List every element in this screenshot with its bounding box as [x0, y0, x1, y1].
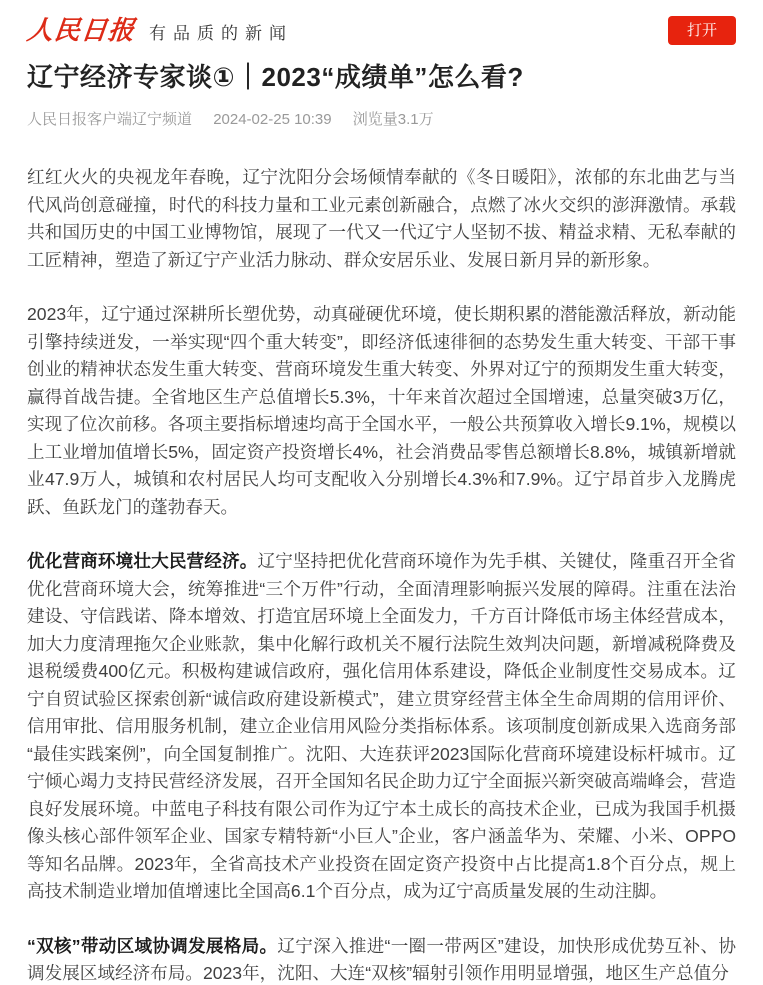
paragraph-text: 2023年，辽宁通过深耕所长塑优势，动真碰硬优环境，使长期积累的潜能激活释放，新动能引擎持续迸发，一举实现“四个重大转变”，即经济低速徘徊的态势发生重大转变、干部干事创业的精神状态发生重大转变、营商环境发生重大转变、外界对辽宁的预期发生重大转变，赢得首战告捷。全省地区生产总值增长5.3%，十年来首次超过全国增速，总量突破3万亿，实现了位次前移。各项主要指标增速均高于全国水平，一般公共预算收入增长9.1%，规模以上工业增加值增长5%，固定资产投资增长4%，社会消费品零售总额增长8.8%，城镇新增就业47.9万人，城镇和农村居民人均可支配收入分别增长4.3%和7.9%。辽宁昂首步入龙腾虎跃、鱼跃龙门的蓬勃春天。	[27, 304, 736, 517]
paragraph-text: 辽宁坚持把优化营商环境作为先手棋、关键仗，隆重召开全省优化营商环境大会，统筹推进“三个万件”行动，全面清理影响振兴发展的障碍。注重在法治建设、守信践诺、降本增效、打造宜居环境上全面发力，千方百计降低市场主体经营成本，加大力度清理拖欠企业账款，集中化解行政机关不履行法院生效判决问题，新增减税降费及退税缓费400亿元。积极构建诚信政府，强化信用体系建设，降低企业制度性交易成本。辽宁自贸试验区探索创新“诚信政府建设新模式”，建立贯穿经营主体全生命周期的信用评价、信用审批、信用服务机制，建立企业信用风险分类指标体系。该项制度创新成果入选商务部“最佳实践案例”，向全国复制推广。沈阳、大连获评2023国际化营商环境建设标杆城市。辽宁倾心竭力支持民营经济发展，召开全国知名民企助力辽宁全面振兴新突破高端峰会，营造良好发展环境。中蓝电子科技有限公司作为辽宁本土成长的高技术企业，已成为我国手机摄像头核心部件领军企业、国家专精特新“小巨人”企业，客户涵盖华为、荣耀、小米、OPPO等知名品牌。2023年，全省高技术产业投资在固定资产投资中占比提高1.8个百分点，规上高技术制造业增加值增速比全国高6.1个百分点，成为辽宁高质量发展的生动注脚。	[27, 551, 736, 901]
article-paragraph	[27, 548, 736, 906]
paragraph-lead: 优化营商环境壮大民营经济。	[27, 551, 258, 571]
paragraph-text: 红红火火的央视龙年春晚，辽宁沈阳分会场倾情奉献的《冬日暖阳》，浓郁的东北曲艺与当代风尚创意碰撞，时代的科技力量和工业元素创新融合，点燃了冰火交织的澎湃激情。承载共和国历史的中国工业博物馆，展现了一代又一代辽宁人坚韧不拔、精益求精、无私奉献的工匠精神，塑造了新辽宁产业活力脉动、群众安居乐业、发展日新月异的新形象。	[27, 167, 736, 270]
article-paragraph	[27, 164, 736, 274]
peoples-daily-logo: 人民日报	[25, 15, 137, 46]
byline-source: 人民日报客户端辽宁频道	[27, 111, 193, 128]
article-body	[27, 164, 736, 985]
open-app-button[interactable]: 打开	[668, 16, 736, 45]
byline-view-count: 浏览量3.1万	[352, 111, 434, 128]
brand	[27, 17, 293, 45]
paragraph-lead: “双核”带动区域协调发展格局。	[27, 935, 278, 956]
byline	[27, 110, 736, 130]
site-header	[27, 0, 736, 50]
page-title: 辽宁经济专家谈①｜2023“成绩单”怎么看?	[27, 62, 524, 92]
paragraph-text: 辽宁深入推进“一圈一带两区”建设，加快形成优势互补、协调发展区域经济布局。2023年，沈阳、大连“双核”辐射引领作用明显增强，地区生产总值分	[27, 935, 736, 983]
article-paragraph	[27, 301, 736, 521]
byline-datetime: 2024-02-25 10:39	[213, 111, 332, 128]
brand-tagline: 有品质的新闻	[149, 23, 294, 43]
article-paragraph	[27, 933, 736, 985]
